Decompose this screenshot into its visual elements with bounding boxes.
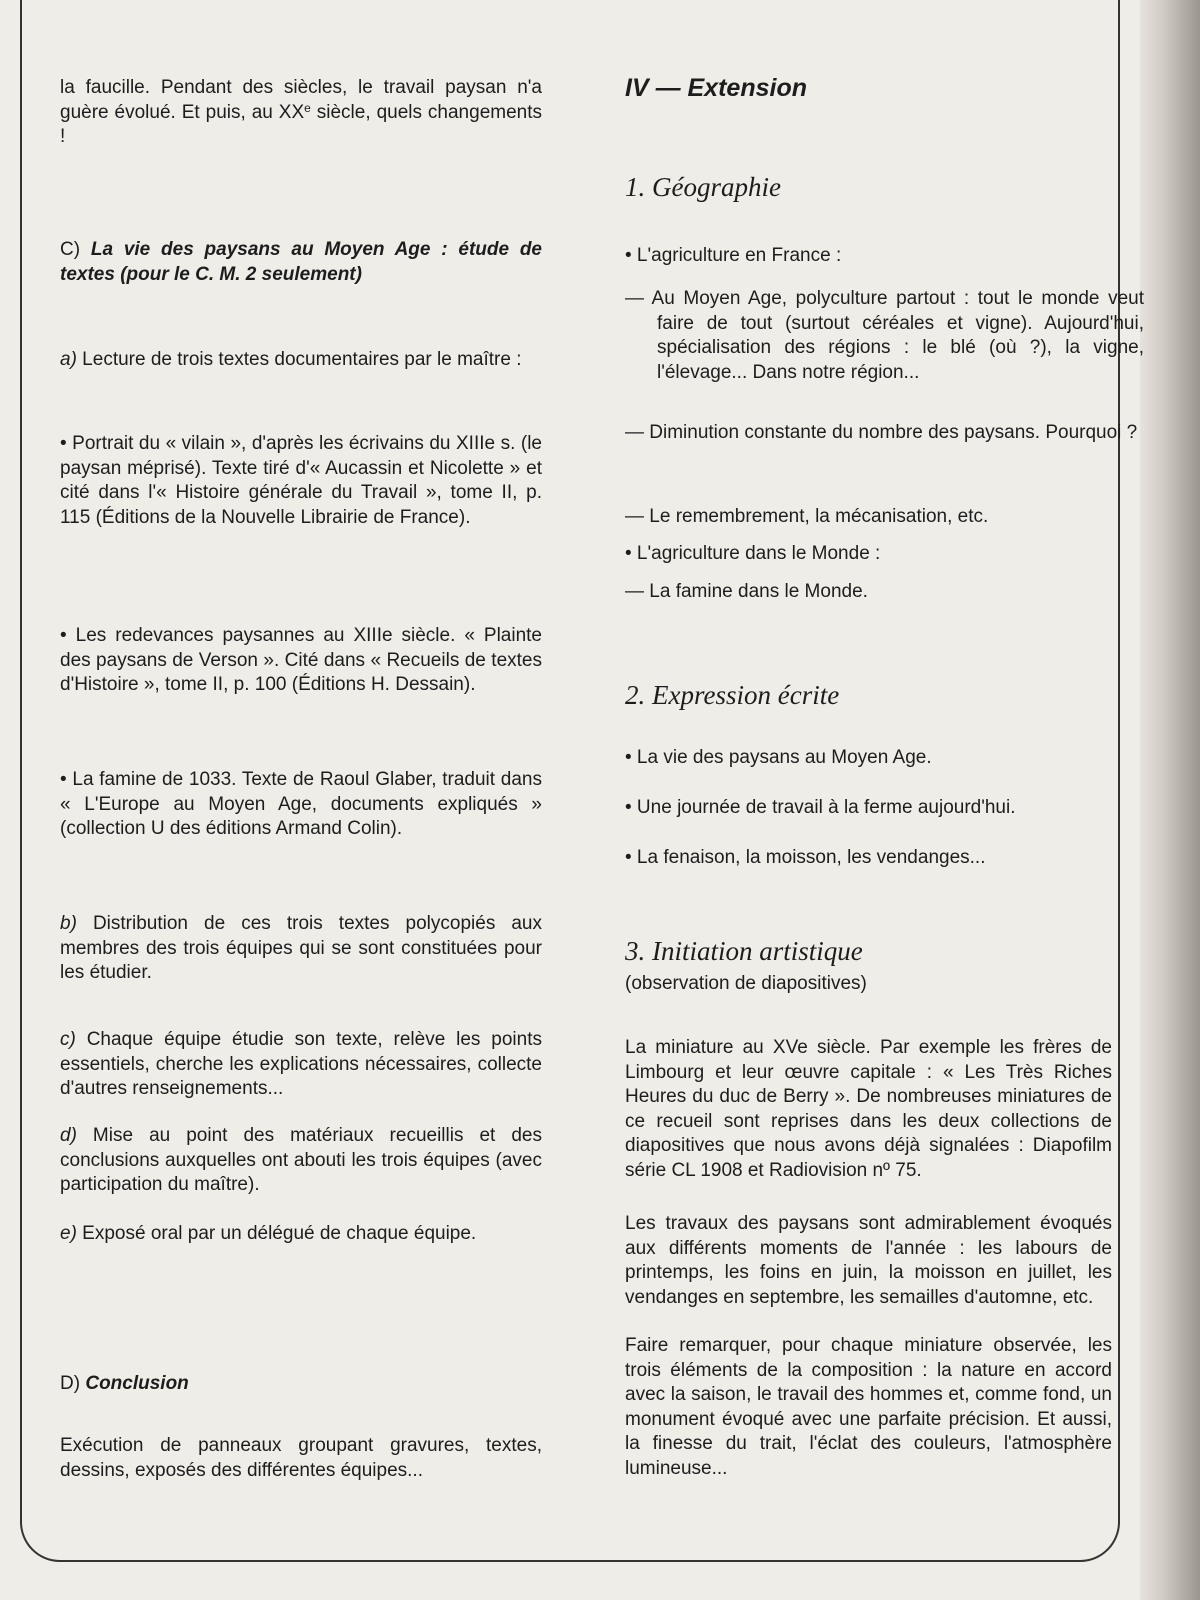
geo-item: — Au Moyen Age, polyculture partout : tout le monde veut faire de tout (surtout céréales et vigne). Aujourd'hui, spécialisation des régions : le blé (où ?), la vigne, l'élevage... Dans notre région... xyxy=(625,288,1144,383)
step-label: b) xyxy=(60,913,77,934)
text-item-portrait: • Portrait du « vilain », d'après les écrivains du XIIIe s. (le paysan méprisé). Texte tiré d'« Aucassin et Nicolette » et cité dans l'« Histoire générale du Travail », tome II, p. 115 (Éditions de la Nouvelle Librairie de France). xyxy=(60,433,542,528)
step-a xyxy=(60,348,542,373)
step-text: Distribution de ces trois textes polycopiés aux membres des trois équipes qui se sont constituées pour les étudier. xyxy=(60,913,542,983)
expr-item: • La fenaison, la moisson, les vendanges... xyxy=(625,847,986,868)
section-label: D) xyxy=(60,1373,81,1394)
section-iv-title: IV — Extension xyxy=(625,74,807,102)
step-text: Chaque équipe étudie son texte, relève les points essentiels, cherche les explications nécessaires, collecte d'autres renseignements... xyxy=(60,1029,542,1099)
step-text: Lecture de trois textes documentaires par le maître : xyxy=(76,349,522,370)
expression-heading: 2. Expression écrite xyxy=(625,680,840,710)
art-paragraph: Les travaux des paysans sont admirablement évoqués aux différents moments de l'année : les labours de printemps, les foins en juin, la moisson en juillet, les vendanges en septembre, les semailles d'automne, etc. xyxy=(625,1213,1112,1308)
art-paragraph: Faire remarquer, pour chaque miniature observée, les trois éléments de la composition : la nature en accord avec la saison, le travail des hommes et, comme fond, un monument évoqué avec une parfaite précision. Et aussi, la finesse du trait, l'éclat des couleurs, l'atmosphère lumineuse... xyxy=(625,1335,1112,1479)
geo-item: — La famine dans le Monde. xyxy=(625,581,868,602)
section-title: Conclusion xyxy=(85,1373,189,1394)
art-subtitle: (observation de diapositives) xyxy=(625,973,867,994)
section-label: C) xyxy=(60,239,81,260)
expr-item: • Une journée de travail à la ferme aujourd'hui. xyxy=(625,797,1016,818)
expr-item: • La vie des paysans au Moyen Age. xyxy=(625,747,932,768)
conclusion-text: Exécution de panneaux groupant gravures, textes, dessins, exposés des différentes équipes... xyxy=(60,1435,542,1481)
geo-item: • L'agriculture en France : xyxy=(625,245,842,266)
step-text: Exposé oral par un délégué de chaque équipe. xyxy=(76,1223,477,1244)
art-heading: 3. Initiation artistique xyxy=(625,936,863,966)
step-c xyxy=(60,1028,542,1102)
section-c-heading xyxy=(60,238,542,287)
superscript: e xyxy=(304,100,311,115)
step-label: c) xyxy=(60,1029,76,1050)
text-item-famine: • La famine de 1033. Texte de Raoul Glaber, traduit dans « L'Europe au Moyen Age, documents expliqués » (collection U des éditions Armand Colin). xyxy=(60,769,542,839)
step-d xyxy=(60,1124,542,1198)
section-title: La vie des paysans au Moyen Age : étude de textes (pour le C. M. 2 seulement) xyxy=(60,239,543,285)
intro-text: la faucille. Pendant des siècles, le travail paysan n'a guère évolué. Et puis, au XX xyxy=(60,77,542,123)
step-text: Mise au point des matériaux recueillis et des conclusions auxquelles ont abouti les trois équipes (avec participation du maître). xyxy=(60,1125,542,1195)
step-label: e) xyxy=(60,1223,77,1244)
step-b xyxy=(60,912,542,986)
step-label: a) xyxy=(60,349,77,370)
geo-item: — Le remembrement, la mécanisation, etc. xyxy=(625,506,989,527)
section-d-heading xyxy=(60,1372,542,1397)
geography-heading: 1. Géographie xyxy=(625,172,781,202)
geo-item: — Diminution constante du nombre des paysans. Pourquoi ? xyxy=(625,422,1138,443)
text-item-redevances: • Les redevances paysannes au XIIIe siècle. « Plainte des paysans de Verson ». Cité dans « Recueils de textes d'Histoire », tome II, p. 100 (Éditions H. Dessain). xyxy=(60,625,542,695)
page-edge-shadow xyxy=(1140,0,1200,1600)
art-paragraph: La miniature au XVe siècle. Par exemple les frères de Limbourg et leur œuvre capitale : « Les Très Riches Heures du duc de Berry ». De nombreuses miniatures de ce recueil sont reprises dans les deux collections de diapositives que nous avons déjà signalées : Diapofilm série CL 1908 et Radiovision nº 75. xyxy=(625,1037,1112,1181)
step-label: d) xyxy=(60,1125,77,1146)
geo-item: • L'agriculture dans le Monde : xyxy=(625,543,881,564)
intro-paragraph xyxy=(60,76,542,150)
intro-text-end: siècle, quels changements ! xyxy=(60,101,543,147)
step-e xyxy=(60,1222,542,1247)
